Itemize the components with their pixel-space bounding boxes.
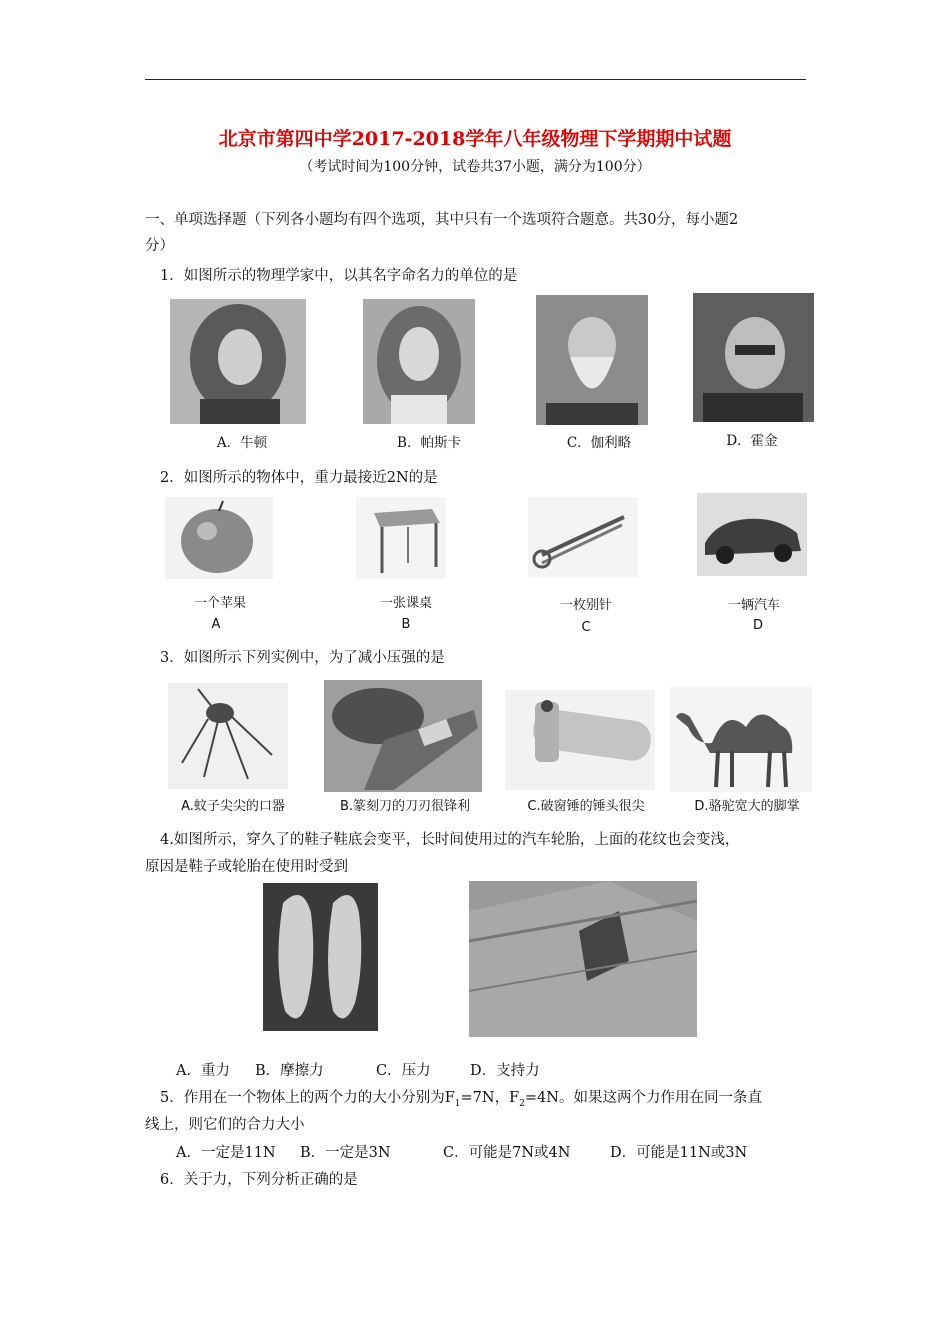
carving-knife-image bbox=[324, 680, 482, 792]
header-rule bbox=[145, 79, 806, 80]
q6-stem: 6．关于力，下列分析正确的是 bbox=[160, 1172, 358, 1188]
q3-option-d[interactable]: D.骆驼宽大的脚掌 bbox=[694, 799, 800, 814]
mosquito-image bbox=[168, 683, 288, 789]
q5-stem-part3: =4N。如果这两个力作用在同一条直 bbox=[524, 1090, 762, 1106]
q4-option-a[interactable]: A．重力 bbox=[176, 1063, 230, 1079]
safety-pin-image bbox=[528, 497, 638, 577]
q3-option-b[interactable]: B.篆刻刀的刀刃很锋利 bbox=[339, 799, 471, 814]
q5-subscript-1: 1 bbox=[454, 1098, 461, 1109]
q2-stem: 2．如图所示的物体中，重力最接近2N的是 bbox=[160, 470, 438, 486]
q2-option-b[interactable]: B bbox=[401, 617, 411, 632]
q4-option-b[interactable]: B．摩擦力 bbox=[255, 1063, 324, 1079]
q2-option-d[interactable]: D bbox=[752, 618, 763, 633]
q5-stem-part2: =7N，F bbox=[460, 1090, 520, 1106]
q3-stem: 3．如图所示下列实例中，为了减小压强的是 bbox=[160, 650, 445, 666]
q5-option-c[interactable]: C．可能是7N或4N bbox=[443, 1145, 571, 1161]
q2-caption-d: 一辆汽车 bbox=[727, 598, 780, 613]
galileo-portrait-image bbox=[536, 295, 648, 425]
q5-stem-part1: 5．作用在一个物体上的两个力的大小分别为F bbox=[160, 1090, 455, 1106]
q1-stem: 1．如图所示的物理学家中，以其名字命名力的单位的是 bbox=[160, 268, 518, 284]
hammer-image bbox=[505, 690, 655, 790]
q4-stem-cont: 原因是鞋子或轮胎在使用时受到 bbox=[145, 859, 348, 875]
q2-option-a[interactable]: A bbox=[211, 617, 221, 632]
desk-image bbox=[356, 497, 446, 579]
worn-tire-image bbox=[469, 881, 697, 1037]
q3-option-c[interactable]: C.破窗锤的锤头很尖 bbox=[527, 799, 645, 814]
worn-shoe-soles-image bbox=[263, 883, 378, 1031]
camel-image bbox=[670, 687, 812, 792]
q5-option-b[interactable]: B．一定是3N bbox=[300, 1145, 391, 1161]
q5-option-d[interactable]: D．可能是11N或3N bbox=[610, 1145, 748, 1161]
apple-image bbox=[165, 497, 273, 579]
q1-option-b[interactable]: B．帕斯卡 bbox=[397, 435, 461, 451]
page-title: 北京市第四中学2017-2018学年八年级物理下学期期中试题 bbox=[218, 128, 732, 150]
newton-portrait-image bbox=[170, 299, 306, 424]
q2-option-c[interactable]: C bbox=[581, 620, 591, 635]
q5-stem bbox=[160, 1088, 762, 1114]
q2-caption-b: 一张课桌 bbox=[379, 596, 432, 611]
exam-info: （考试时间为100分钟，试卷共37小题，满分为100分） bbox=[299, 159, 651, 175]
q2-caption-a: 一个苹果 bbox=[193, 596, 246, 611]
hawking-portrait-image bbox=[693, 293, 814, 422]
q5-subscript-2: 2 bbox=[519, 1098, 525, 1109]
q2-caption-c: 一枚别针 bbox=[559, 598, 612, 613]
q5-stem-cont: 线上，则它们的合力大小 bbox=[145, 1117, 305, 1133]
q1-option-c[interactable]: C．伽利略 bbox=[566, 435, 632, 451]
section-heading-cont: 分） bbox=[145, 238, 174, 254]
q4-option-d[interactable]: D．支持力 bbox=[470, 1063, 540, 1079]
section-heading: 一、单项选择题（下列各小题均有四个选项，其中只有一个选项符合题意。共30分，每小题2 bbox=[145, 212, 739, 228]
q5-option-a[interactable]: A．一定是11N bbox=[176, 1145, 276, 1161]
car-image bbox=[697, 493, 807, 576]
pascal-portrait-image bbox=[363, 299, 475, 424]
q4-stem: 4.如图所示，穿久了的鞋子鞋底会变平，长时间使用过的汽车轮胎，上面的花纹也会变浅， bbox=[160, 832, 740, 848]
q3-option-a[interactable]: A.蚊子尖尖的口器 bbox=[181, 799, 285, 814]
q1-option-d[interactable]: D．霍金 bbox=[726, 433, 778, 449]
q4-option-c[interactable]: C．压力 bbox=[376, 1063, 431, 1079]
q1-option-a[interactable]: A．牛顿 bbox=[216, 435, 268, 451]
